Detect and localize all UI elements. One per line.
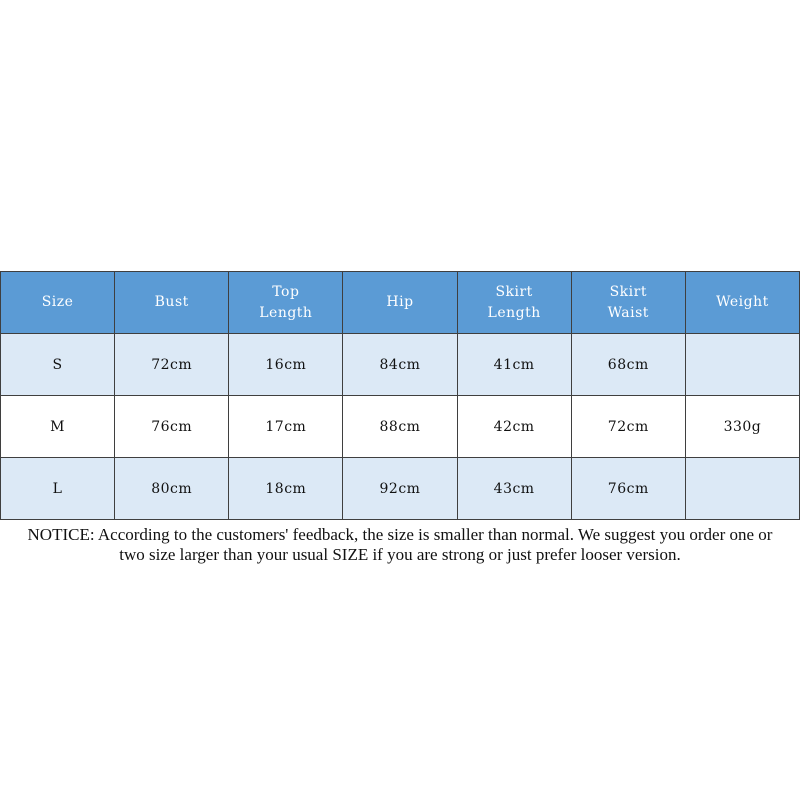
- table-row-l: [1, 458, 800, 520]
- cell-top-length: 18cm: [229, 458, 343, 520]
- cell-size: S: [1, 334, 115, 396]
- header-size: Size: [1, 272, 115, 334]
- cell-skirt-length: 42cm: [457, 396, 571, 458]
- table-row-s: [1, 334, 800, 396]
- cell-top-length: 16cm: [229, 334, 343, 396]
- cell-top-length: 17cm: [229, 396, 343, 458]
- cell-weight: [685, 458, 799, 520]
- header-bust: Bust: [115, 272, 229, 334]
- cell-bust: 72cm: [115, 334, 229, 396]
- cell-skirt-waist: 72cm: [571, 396, 685, 458]
- header-skirt-waist: Skirt Waist: [571, 272, 685, 334]
- cell-hip: 84cm: [343, 334, 457, 396]
- cell-bust: 80cm: [115, 458, 229, 520]
- cell-hip: 92cm: [343, 458, 457, 520]
- cell-size: L: [1, 458, 115, 520]
- cell-skirt-waist: 68cm: [571, 334, 685, 396]
- cell-skirt-length: 43cm: [457, 458, 571, 520]
- cell-bust: 76cm: [115, 396, 229, 458]
- cell-weight: 330g: [685, 396, 799, 458]
- notice-text: NOTICE: According to the customers' feedback, the size is smaller than normal. We suggest you order one or two size larger than your usual SIZE if you are strong or just prefer looser version.: [27, 525, 773, 564]
- table-row-m: [1, 396, 800, 458]
- table-header-row: [1, 272, 800, 334]
- cell-skirt-length: 41cm: [457, 334, 571, 396]
- header-skirt-length: Skirt Length: [457, 272, 571, 334]
- cell-size: M: [1, 396, 115, 458]
- size-chart-table: [0, 271, 800, 520]
- cell-hip: 88cm: [343, 396, 457, 458]
- header-top-length: Top Length: [229, 272, 343, 334]
- header-hip: Hip: [343, 272, 457, 334]
- header-weight: Weight: [685, 272, 799, 334]
- cell-weight: [685, 334, 799, 396]
- cell-skirt-waist: 76cm: [571, 458, 685, 520]
